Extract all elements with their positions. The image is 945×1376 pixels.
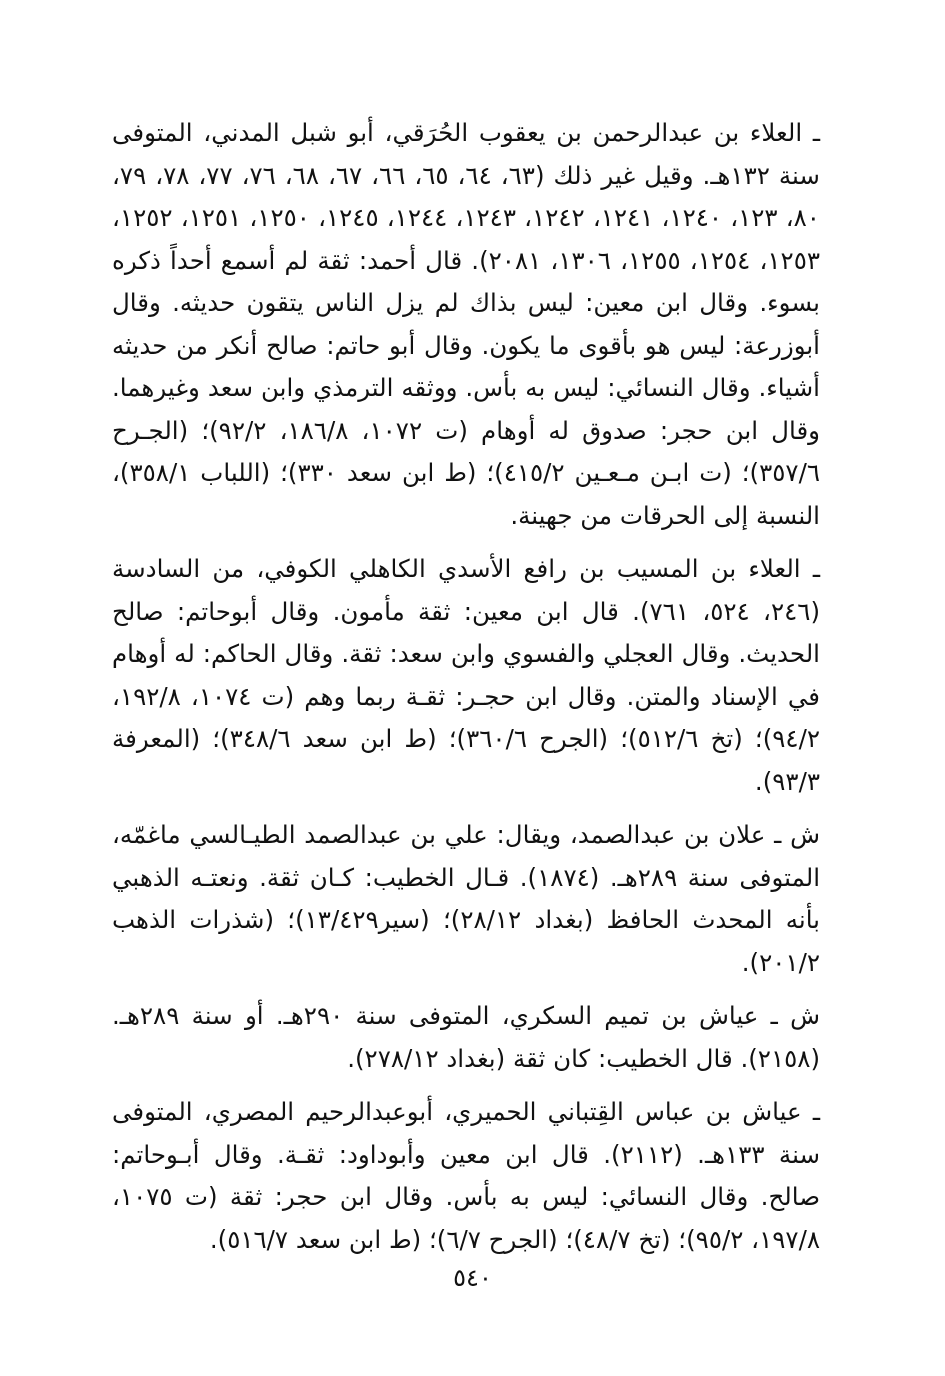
entry-text: ـ العلاء بن عبدالرحمن بن يعقوب الحُرَقي، أبو شبل المدني، المتوفى سنة ١٣٢هـ. وقيل غير ذلك (٦٣، ٦٤، ٦٥، ٦٦، ٦٧، ٦٨، ٧٦، ٧٧، ٧٨، ٧٩، ٨٠، ١٢٣، ١٢٤٠، ١٢٤١، ١٢٤٢، ١٢٤٣، ١٢٤٤، ١٢٤٥، ١٢٥٠، ١٢٥١، ١٢٥٢، ١٢٥٣، ١٢٥٤، ١٢٥٥، ١٣٠٦، ٢٠٨١). قال أحمد: ثقة لم أسمع أحداً ذكره بسوء. وقال ابن معين: ليس بذاك لم يزل الناس يتقون حديثه. وقال أبوزرعة: ليس هو بأقوى ما يكون. وقال أبو حاتم: صالح أنكر من حديثه أشياء. وقال النسائي: ليس به بأس. ووثقه الترمذي وابن سعد وغيرهما. وقال ابن حجر: صدوق له أوهام (ت ١٠٧٢، ١٨٦/٨، ٩٢/٢)؛ (الجـرح ٣٥٧/٦)؛ (ت ابـن مـعـين ٤١٥/٢)؛ (ط ابن سعد ٣٣٠)؛ (اللباب ٣٥٨/١)، النسبة إلى الحرقات من جهينة. bbox=[112, 118, 821, 530]
entry-text: ـ عياش بن عباس القِتباني الحميري، أبوعبدالرحيم المصري، المتوفى سنة ١٣٣هـ. (٢١١٢). قال ابن معين وأبوداود: ثقـة. وقال أبـوحاتم: صالح. وقال النسائي: ليس به بأس. وقال ابن حجر: ثقة (ت ١٠٧٥، ١٩٧/٨، ٩٥/٢)؛ (تخ ٤٨/٧)؛ (الجرح ٦/٧)؛ (ط ابن سعد ٥١٦/٧). bbox=[112, 1097, 820, 1254]
narrator-entry-allan-ibn-abdussamad bbox=[112, 814, 820, 984]
entry-text: ـ العلاء بن المسيب بن رافع الأسدي الكاهلي الكوفي، من السادسة (٢٤٦، ٥٢٤، ٧٦١). قال ابن معين: ثقة مأمون. وقال أبوحاتم: صالح الحديث. وقال العجلي والفسوي وابن سعد: ثقة. وقال الحاكم: له أوهام في الإسناد والمتن. وقال ابن حجـر: ثقـة ربما وهم (ت ١٠٧٤، ١٩٢/٨، ٩٤/٢)؛ (تخ ٥١٢/٦)؛ (الجرح ٣٦٠/٦)؛ (ط ابن سعد ٣٤٨/٦)؛ (المعرفة ٩٣/٣). bbox=[112, 554, 820, 796]
page-body bbox=[112, 112, 820, 1262]
entry-text: ش ـ علان بن عبدالصمد، ويقال: علي بن عبدالصمد الطيـالسي ماغمّه، المتوفى سنة ٢٨٩هـ. (١٨٧٤). قـال الخطيب: كـان ثقة. ونعتـه الذهبي بأنه المحدث الحافظ (بغداد ٢٨/١٢)؛ (سير١٣/٤٢٩)؛ (شذرات الذهب ٢٠١/٢). bbox=[112, 820, 821, 977]
narrator-entry-ayyash-ibn-abbas bbox=[112, 1091, 820, 1261]
narrator-entry-ala-ibn-abdurrahman bbox=[112, 112, 820, 537]
entry-text: ش ـ عياش بن تميم السكري، المتوفى سنة ٢٩٠هـ. أو سنة ٢٨٩هـ. (٢١٥٨). قال الخطيب: كان ثقة (بغداد ٢٧٨/١٢). bbox=[112, 1001, 820, 1073]
narrator-entry-ayyash-ibn-tamim bbox=[112, 995, 820, 1080]
page-number: ٥٤٠ bbox=[453, 1264, 492, 1292]
narrator-entry-ala-ibn-musayyib bbox=[112, 548, 820, 803]
